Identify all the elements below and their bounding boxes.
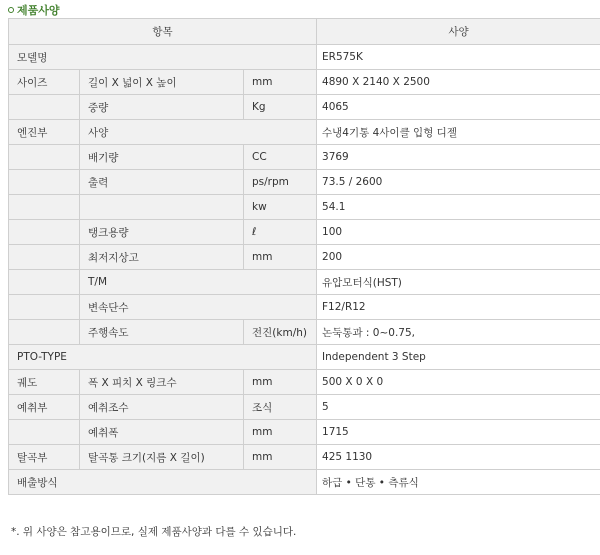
table-row — [9, 70, 600, 95]
row-unit: ℓ — [244, 220, 317, 245]
row-label: 모델명 — [9, 45, 317, 70]
table-row — [9, 145, 600, 170]
row-label: 배출방식 — [9, 470, 317, 495]
row-label: 사양 — [80, 120, 317, 145]
section-title — [8, 3, 60, 17]
table-row — [9, 245, 600, 270]
table-row — [9, 370, 600, 395]
group-label — [9, 245, 80, 270]
row-label: 출력 — [80, 170, 244, 195]
row-unit: CC — [244, 145, 317, 170]
row-label: 길이 X 넓이 X 높이 — [80, 70, 244, 95]
row-label: 주행속도 — [80, 320, 244, 345]
row-unit: 조식 — [244, 395, 317, 420]
footnote: *. 위 사양은 참고용이므로, 실제 제품사양과 다를 수 있습니다. — [11, 526, 297, 538]
row-value: 4065 — [317, 95, 600, 120]
row-value: 200 — [317, 245, 600, 270]
row-value: 1715 — [317, 420, 600, 445]
row-label: PTO-TYPE — [9, 345, 317, 370]
bullet-icon — [8, 7, 14, 13]
row-label: 예취폭 — [80, 420, 244, 445]
group-label — [9, 95, 80, 120]
row-value: Independent 3 Step — [317, 345, 600, 370]
row-unit: mm — [244, 445, 317, 470]
row-value: 유압모터식(HST) — [317, 270, 600, 295]
row-label: 탈곡통 크기(지름 X 길이) — [80, 445, 244, 470]
row-value: 하급 • 단통 • 측류식 — [317, 470, 600, 495]
row-value: 논둑통과 : 0~0.75, — [317, 320, 600, 345]
table-row — [9, 320, 600, 345]
row-label: 폭 X 피치 X 링크수 — [80, 370, 244, 395]
table-row — [9, 420, 600, 445]
table-row — [9, 395, 600, 420]
table-row — [9, 195, 600, 220]
row-label: 중량 — [80, 95, 244, 120]
row-unit: kw — [244, 195, 317, 220]
row-label: 예취조수 — [80, 395, 244, 420]
row-unit: Kg — [244, 95, 317, 120]
row-label: 최저지상고 — [80, 245, 244, 270]
row-label: T/M — [80, 270, 317, 295]
group-label — [9, 320, 80, 345]
table-row — [9, 220, 600, 245]
row-value: 425 1130 — [317, 445, 600, 470]
row-label: 변속단수 — [80, 295, 317, 320]
table-row — [9, 445, 600, 470]
group-label — [9, 195, 80, 220]
row-value: F12/R12 — [317, 295, 600, 320]
table-header-row — [9, 19, 600, 45]
group-label — [9, 170, 80, 195]
table-row — [9, 270, 600, 295]
row-unit: ps/rpm — [244, 170, 317, 195]
row-value: 3769 — [317, 145, 600, 170]
table-row — [9, 120, 600, 145]
row-value: ER575K — [317, 45, 600, 70]
row-value: 5 — [317, 395, 600, 420]
section-title-text: 제품사양 — [17, 4, 60, 17]
row-unit: mm — [244, 245, 317, 270]
row-value: 수냉4기통 4사이클 입형 디젤 — [317, 120, 600, 145]
group-label: 궤도 — [9, 370, 80, 395]
table-row — [9, 170, 600, 195]
group-label: 탈곡부 — [9, 445, 80, 470]
row-unit: mm — [244, 370, 317, 395]
row-label: 배기량 — [80, 145, 244, 170]
group-label: 예취부 — [9, 395, 80, 420]
row-unit: mm — [244, 420, 317, 445]
row-value: 4890 X 2140 X 2500 — [317, 70, 600, 95]
row-value: 54.1 — [317, 195, 600, 220]
group-label — [9, 145, 80, 170]
group-label — [9, 220, 80, 245]
group-label: 사이즈 — [9, 70, 80, 95]
row-label: 탱크용량 — [80, 220, 244, 245]
row-label — [80, 195, 244, 220]
group-label — [9, 270, 80, 295]
table-row — [9, 295, 600, 320]
row-value: 100 — [317, 220, 600, 245]
row-value: 500 X 0 X 0 — [317, 370, 600, 395]
header-item: 항목 — [9, 19, 317, 45]
group-label — [9, 420, 80, 445]
row-unit: mm — [244, 70, 317, 95]
row-unit: 전진(km/h) — [244, 320, 317, 345]
table-row — [9, 45, 600, 70]
group-label: 엔진부 — [9, 120, 80, 145]
spec-table — [8, 18, 600, 495]
table-row — [9, 95, 600, 120]
group-label — [9, 295, 80, 320]
table-row — [9, 470, 600, 495]
table-row — [9, 345, 600, 370]
row-value: 73.5 / 2600 — [317, 170, 600, 195]
header-spec: 사양 — [317, 19, 600, 45]
